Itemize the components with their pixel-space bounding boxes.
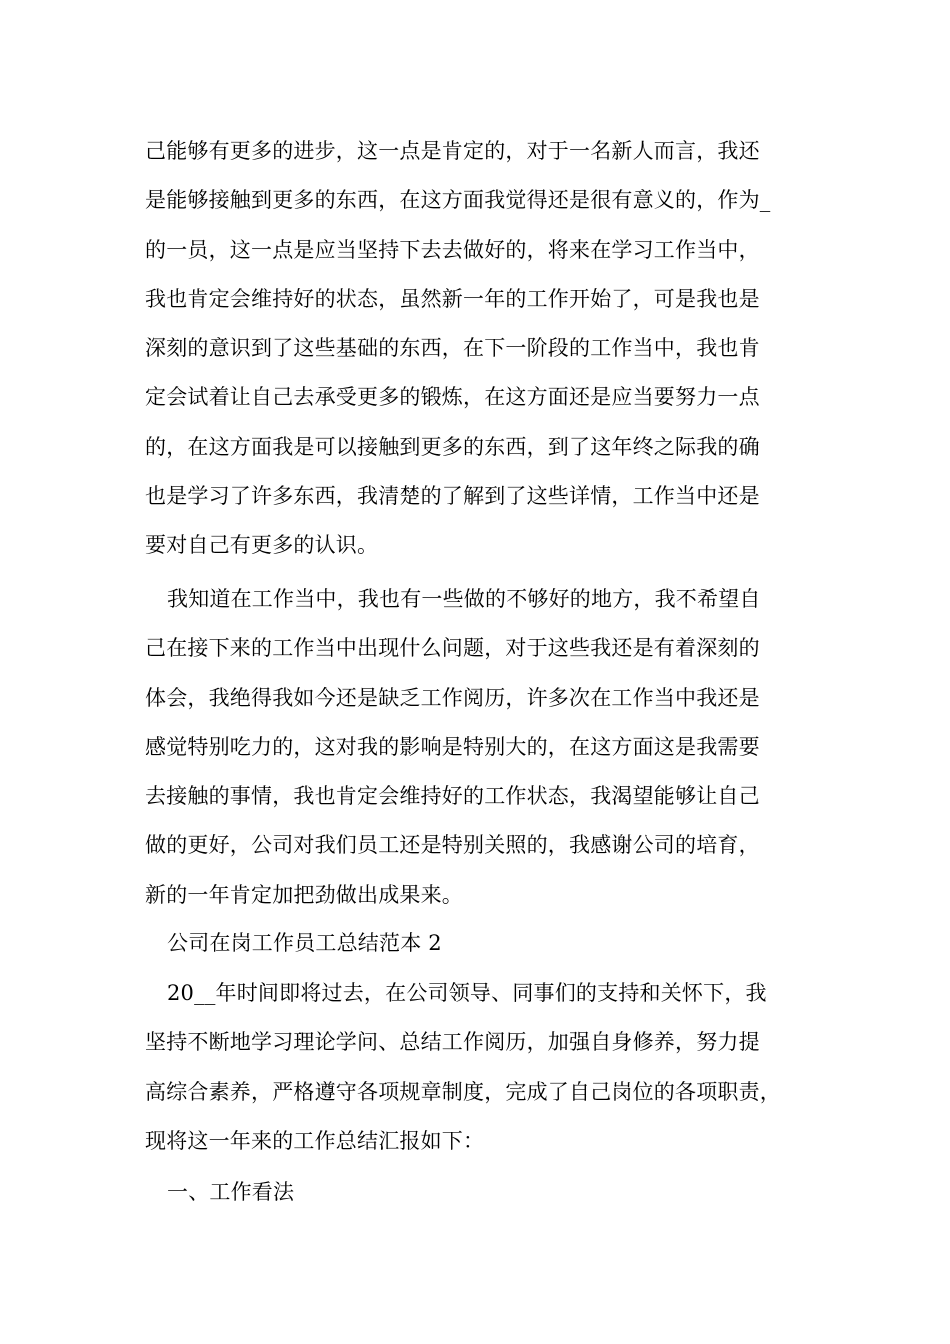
- paragraph-1: [145, 127, 835, 571]
- section-heading-text: 公司在岗工作员工总结范本 2: [167, 931, 442, 955]
- paragraph-line: 我知道在工作当中，我也有一些做的不够好的地方，我不希望自: [167, 587, 761, 611]
- paragraph-line: 要对自己有更多的认识。: [145, 533, 379, 558]
- paragraph-line: 做的更好，公司对我们员工还是特别关照的，我感谢公司的培育，: [145, 833, 760, 858]
- paragraph-line: 我也肯定会维持好的状态，虽然新一年的工作开始了，可是我也是: [145, 286, 760, 311]
- paragraph-line: 定会试着让自己去承受更多的锻炼，在这方面还是应当要努力一点: [145, 385, 760, 410]
- section-heading-text: 一、工作看法: [167, 1180, 295, 1204]
- paragraph-line: 感觉特别吃力的，这对我的影响是特别大的，在这方面这是我需要: [145, 734, 760, 759]
- section-heading-2: [145, 1168, 835, 1217]
- paragraph-line: 体会，我绝得我如今还是缺乏工作阅历，许多次在工作当中我还是: [145, 685, 760, 710]
- paragraph-line: 深刻的意识到了这些基础的东西，在下一阶段的工作当中，我也肯: [145, 336, 760, 361]
- paragraph-line: 高综合素养，严格遵守各项规章制度，完成了自己岗位的各项职责，: [145, 1079, 781, 1104]
- paragraph-line: 现将这一年来的工作总结汇报如下：: [145, 1128, 485, 1153]
- paragraph-line: 新的一年肯定加把劲做出成果来。: [145, 882, 463, 907]
- paragraph-line: 坚持不断地学习理论学问、总结工作阅历，加强自身修养，努力提: [145, 1030, 760, 1055]
- paragraph-line: 去接触的事情，我也肯定会维持好的工作状态，我渴望能够让自己: [145, 784, 760, 809]
- paragraph-line: 己能够有更多的进步，这一点是肯定的，对于一名新人而言，我还: [145, 139, 760, 163]
- paragraph-line: 的，在这方面我是可以接触到更多的东西，到了这年终之际我的确: [145, 434, 760, 459]
- paragraph-line: 己在接下来的工作当中出现什么问题，对于这些我还是有着深刻的: [145, 636, 760, 661]
- paragraph-line: 也是学习了许多东西，我清楚的了解到了这些详情，工作当中还是: [145, 484, 760, 509]
- section-heading-1: [145, 919, 835, 968]
- paragraph-2: [145, 575, 835, 920]
- paragraph-3: [145, 969, 835, 1166]
- paragraph-line: 是能够接触到更多的东西，在这方面我觉得还是很有意义的，作为_: [145, 188, 771, 213]
- paragraph-line: 的一员，这一点是应当坚持下去去做好的，将来在学习工作当中，: [145, 237, 760, 262]
- paragraph-line: 20__年时间即将过去，在公司领导、同事们的支持和关怀下，我: [167, 981, 767, 1005]
